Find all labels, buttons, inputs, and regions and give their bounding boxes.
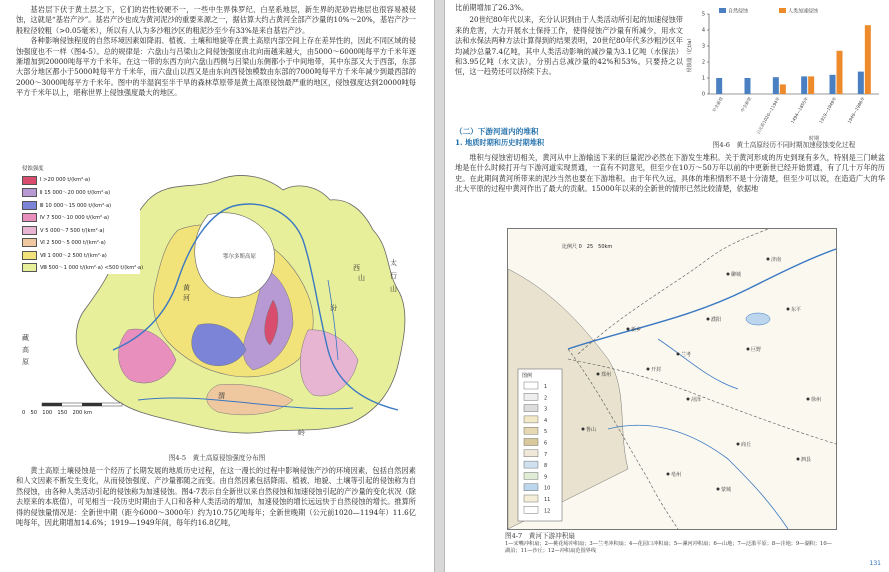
- legend-label: Ⅰ >20 000 t/(km²·a): [40, 177, 91, 184]
- delta-legend-swatch: [524, 427, 538, 434]
- delta-footnote: 1—宋嘴冲积扇；2—桃花峪冲积扇；3—兰考冲积扇；4—花园口冲积扇；5—漯河冲积扇；6—山地；7—泛滥平原；8—洼地；9—湖积；10—湖泊；11—沙丘；12—冲积扇范围界线: [505, 541, 832, 554]
- legend-label: Ⅱ 15 000～20 000 t/(km²·a): [40, 190, 111, 197]
- city-label: 新乡: [631, 327, 642, 333]
- map-label: 黄: [183, 284, 190, 292]
- y-tick-label: 4: [701, 27, 705, 34]
- legend-row: [22, 224, 140, 237]
- legend-label: 人类加速侵蚀: [788, 8, 819, 15]
- legend-row: [22, 262, 144, 275]
- legend-swatch: [22, 188, 37, 197]
- delta-legend-swatch: [524, 416, 538, 423]
- city-label: 商丘: [741, 442, 752, 448]
- legend-swatch: [719, 8, 726, 13]
- map-caption: 图4-5 黄土高原侵蚀强度分布图: [168, 454, 266, 462]
- city-label: 巨野: [751, 347, 762, 353]
- scale-bar-segment: [42, 403, 62, 406]
- y-tick-label: 0: [701, 91, 705, 98]
- bar-natural: [716, 78, 722, 94]
- map-label: 河: [183, 294, 190, 302]
- map-legend: [22, 164, 144, 274]
- map-label: 西: [353, 264, 360, 272]
- legend-row: [22, 249, 140, 262]
- bar-natural: [773, 77, 779, 94]
- page-number: 131: [869, 560, 881, 567]
- city-marker: [667, 473, 670, 476]
- subsection-title: 1. 地质时期和历史时期堆积: [455, 138, 545, 147]
- legend-swatch: [22, 201, 37, 210]
- y-tick-label: 5: [701, 11, 705, 18]
- delta-legend-number: 7: [544, 451, 548, 458]
- delta-legend-number: 11: [544, 497, 551, 503]
- city-marker: [727, 273, 730, 276]
- y-tick-label: 2: [701, 59, 705, 66]
- city-label: 鲁山: [586, 427, 597, 433]
- legend-label: Ⅲ 10 000～15 000 t/(km²·a): [40, 202, 112, 209]
- delta-legend-number: 9: [544, 474, 548, 481]
- delta-scale: 比例尺 0 25 50km: [562, 244, 613, 250]
- legend-row: [22, 199, 140, 212]
- delta-legend-number: 2: [544, 395, 548, 402]
- legend-label: Ⅵ 2 500～5 000 t/(km²·a): [40, 240, 106, 247]
- bar-natural: [830, 75, 836, 94]
- delta-legend-number: 5: [544, 429, 548, 436]
- bar-natural: [745, 78, 751, 94]
- delta-legend-swatch: [524, 393, 538, 400]
- y-axis-label: 侵蚀量（亿t/a）: [687, 35, 693, 73]
- map-scale-label: 0 50 100 150 200 km: [22, 410, 93, 416]
- city-label: 濮阳: [711, 317, 722, 323]
- paragraph: 堆积与侵蚀密切相关，黄河从中上游输送下来的巨量泥沙必然在下游发生堆积。关于黄河形成的历史到现有多久，特别是三门峡盆地是在什么时候打开与下游河道实现贯通，一直有不同意见，但至少在10万～50万年以前的中更新世已经开始贯通，有了几十万年的历史。在此期间黄河所带来的泥沙当然也要在下游堆积。由于年代久远，具体的堆积情形不是十分清楚，但至少可以说，在造造广大的华北大平原的过程中黄河作出了最大的贡献。15000年以来的全新世的情形已然比较清楚，依据地: [455, 153, 885, 194]
- delta-legend-swatch: [524, 461, 538, 468]
- erosion-bar-chart: [683, 4, 885, 144]
- bar-accelerated: [780, 84, 786, 94]
- city-label: 蒙城: [721, 487, 732, 493]
- bar-accelerated: [865, 25, 871, 94]
- legend-row: [22, 237, 140, 250]
- city-label: 开封: [651, 367, 662, 373]
- city-marker: [707, 318, 710, 321]
- delta-legend-swatch: [524, 450, 538, 457]
- city-label: 东平: [791, 307, 802, 313]
- city-label: 徐州: [811, 397, 822, 403]
- delta-legend-number: 3: [544, 406, 548, 413]
- alluvial-fan-map: [507, 228, 837, 530]
- legend-row: [22, 174, 140, 187]
- x-tick-label: 1919—1949年: [818, 96, 838, 125]
- legend-swatch: [22, 238, 37, 247]
- city-marker: [787, 308, 790, 311]
- x-tick-label: 公元前1020—1194年: [755, 96, 781, 136]
- city-marker: [687, 398, 690, 401]
- city-label: 郑州: [601, 372, 612, 378]
- city-label: 亳州: [671, 472, 682, 478]
- delta-caption: 图4-7 黄河下游冲积扇: [505, 532, 575, 540]
- paragraph: 基岩层下伏于黄土层之下，它们的岩性较硬不一，一些中生界侏罗纪、白垩系地层，新生界的泥砂岩地层也很容易被侵蚀，这就是“基岩产沙”。基岩产沙也成为黄河泥沙的重要来源之一，据估算大约占黄河全部产沙量的10%～20%，基岩产沙一般粒径较粗（>0.05毫米），所以有人认为多沙粗沙区的粗泥沙至少有33%是来自基岩产沙。: [16, 5, 416, 35]
- legend-row: [22, 187, 140, 200]
- delta-legend-number: 6: [544, 440, 548, 447]
- city-label: 聊城: [731, 272, 742, 278]
- legend-label: 自然侵蚀: [728, 8, 749, 15]
- city-marker: [582, 428, 585, 431]
- legend-swatch: [22, 176, 37, 185]
- lake: [746, 313, 770, 325]
- city-marker: [677, 353, 680, 356]
- delta-legend-swatch: [524, 382, 538, 389]
- x-axis-label: 时期: [808, 136, 820, 142]
- delta-legend-swatch: [524, 472, 538, 479]
- bar-natural: [858, 72, 864, 94]
- river-branch: [608, 425, 788, 529]
- bar-accelerated: [808, 76, 814, 94]
- paragraph: 20世纪80年代以来，充分认识到由于人类活动所引起的加速侵蚀带来的危害，大力开展水土保持工作，使得侵蚀产沙量有所减少，用水文法和水保法两种方法计算得到的结果表明，20世纪80年代多沙粗沙区年均减沙总量7.4亿吨，其中人类活动影响的减沙量为3.1亿吨（水保法）和3.95亿吨（水文法），分别占总减沙量的42%和53%。只要持之以恒，这一趋势还可以持续下去。: [455, 15, 683, 77]
- delta-legend-title: 图例: [522, 373, 533, 379]
- paragraph: 比前期增加了26.3%。: [455, 3, 529, 12]
- delta-legend-swatch: [524, 495, 538, 502]
- city-label: 济南: [771, 257, 782, 263]
- chart-caption: 图4-6 黄土高原经历不同时期加速侵蚀变化过程: [712, 141, 856, 149]
- city-marker: [627, 328, 630, 331]
- scale-bar-segment: [82, 403, 102, 406]
- delta-legend-number: 4: [544, 417, 548, 424]
- map-label: 岭: [298, 429, 305, 437]
- delta-legend-swatch: [524, 506, 538, 513]
- delta-legend-swatch: [524, 439, 538, 446]
- left-bottom-text: [16, 466, 416, 528]
- city-label: 菏泽: [691, 397, 702, 403]
- map-label: 山: [390, 285, 397, 293]
- yellow-river-course: [568, 249, 836, 349]
- city-marker: [747, 348, 750, 351]
- delta-legend-number: 12: [544, 508, 551, 515]
- alluvial-fan-map-drawing: [508, 229, 836, 529]
- right-body-text: [455, 153, 885, 195]
- delta-legend-number: 1: [544, 384, 548, 390]
- city-marker: [797, 458, 800, 461]
- map-label: 山: [358, 274, 365, 282]
- city-marker: [597, 373, 600, 376]
- city-marker: [647, 368, 650, 371]
- section-title: （二）下游河道内的堆积: [455, 127, 539, 136]
- x-tick-label: 1949—1986年: [846, 96, 866, 125]
- river-branch: [658, 339, 738, 389]
- bar-natural: [801, 76, 807, 94]
- section-heading-block: [455, 126, 683, 148]
- legend-label: Ⅳ 7 500～10 000 t/(km²·a): [40, 215, 110, 222]
- legend-label: Ⅴ 5 000～7 500 t/(km²·a): [40, 227, 105, 234]
- city-label: 泗县: [801, 457, 812, 463]
- delta-legend-swatch: [524, 484, 538, 491]
- y-tick-label: 1: [701, 75, 705, 82]
- y-tick-label: 3: [701, 43, 705, 50]
- city-marker: [717, 488, 720, 491]
- legend-title: 侵蚀强度: [22, 166, 44, 172]
- paragraph: 黄土高原土壤侵蚀是一个经历了长期发展的地质历史过程，在这一漫长的过程中影响侵蚀产沙的环境因素，包括自然因素和人文因素不断发生变化，从而侵蚀强度、产沙量都随之而变。由自然因素包括降雨、植被、地貌、土壤等引起的侵蚀称为自然侵蚀，由各种人类活动引起的侵蚀称为加速侵蚀。图4-7表示自全新世以来自然侵蚀和加速侵蚀引起的产沙量的变化状况（除去原来的本底值），可见相当一段历史时期由于人口和各种人类活动的增加，加速侵蚀的增长远远快于自然侵蚀的增长。推算所得的侵蚀量情况是：全新世中期（距今6000～3000年）约为10.75亿吨每年；全新世晚期（公元前1020—1194年）11.6亿吨每年，因此期增加14.6%；1919—1949年间，每年约16.8亿吨，: [16, 466, 416, 528]
- legend-row: [22, 212, 140, 225]
- map-label: 渭: [218, 392, 225, 400]
- legend-swatch: [779, 8, 786, 13]
- right-page: [445, 0, 889, 572]
- legend-swatch: [22, 226, 37, 235]
- map-label: 藏: [22, 334, 29, 342]
- left-intro-text: [16, 5, 416, 99]
- x-tick-label: 中全新世: [739, 96, 753, 114]
- map-label: 汾: [330, 304, 337, 312]
- map-label: 太: [390, 259, 397, 267]
- legend-swatch: [22, 263, 37, 272]
- legend-label: Ⅷ 500～1 000 t/(km²·a) <500 t/(km²·a): [40, 265, 144, 272]
- city-marker: [767, 258, 770, 261]
- map-label-ordos: 鄂尔多斯高原: [223, 254, 257, 260]
- legend-label: Ⅶ 1 000～2 500 t/(km²·a): [40, 252, 107, 259]
- paragraph: 各种影响侵蚀程度的自然环境因素如降雨、植被、土壤和地貌等在黄土高原内部空间上存在差异性的，因此不同区域的侵蚀强度也不一样（图4-5）。总的规律是：六盘山与吕梁山之间侵蚀强度由北向南越来越大，由5000～6000吨每平方千米年逐渐增加到20000吨每平方千米年。在这一带的东西方向六盘山西侧与吕梁山东侧都小于中间地带，其中东部又大于西部，东部大部分地区都小于5000吨每平方千米年，而六盘山以西又是由东向西侵蚀模数由东部的7000吨每平方千米年减少到最西部的2000～3000吨每平方千米年。图中的半湿润至半干旱的森林草原带是黄土高原侵蚀最严重的地区，侵蚀强度达到20000吨每平方千米年以上，堪称世界上侵蚀强度最大的地区。: [16, 36, 416, 98]
- book-gutter: [434, 0, 445, 572]
- city-label: 兰考: [681, 352, 692, 358]
- x-tick-label: 早全新世: [711, 96, 725, 114]
- city-marker: [737, 443, 740, 446]
- map-label: 行: [390, 272, 397, 280]
- x-tick-label: 1494—1855年: [789, 95, 810, 125]
- legend-swatch: [22, 251, 37, 260]
- delta-legend-number: 10: [544, 485, 551, 492]
- erosion-map-figure: [18, 160, 418, 450]
- delta-legend-number: 8: [544, 463, 548, 470]
- right-top-text: [455, 3, 683, 78]
- bar-accelerated: [837, 51, 843, 94]
- legend-swatch: [22, 213, 37, 222]
- left-page: [0, 0, 434, 572]
- city-marker: [807, 398, 810, 401]
- map-label: 高: [22, 346, 29, 354]
- delta-legend-swatch: [524, 405, 538, 412]
- map-label: 原: [22, 358, 29, 366]
